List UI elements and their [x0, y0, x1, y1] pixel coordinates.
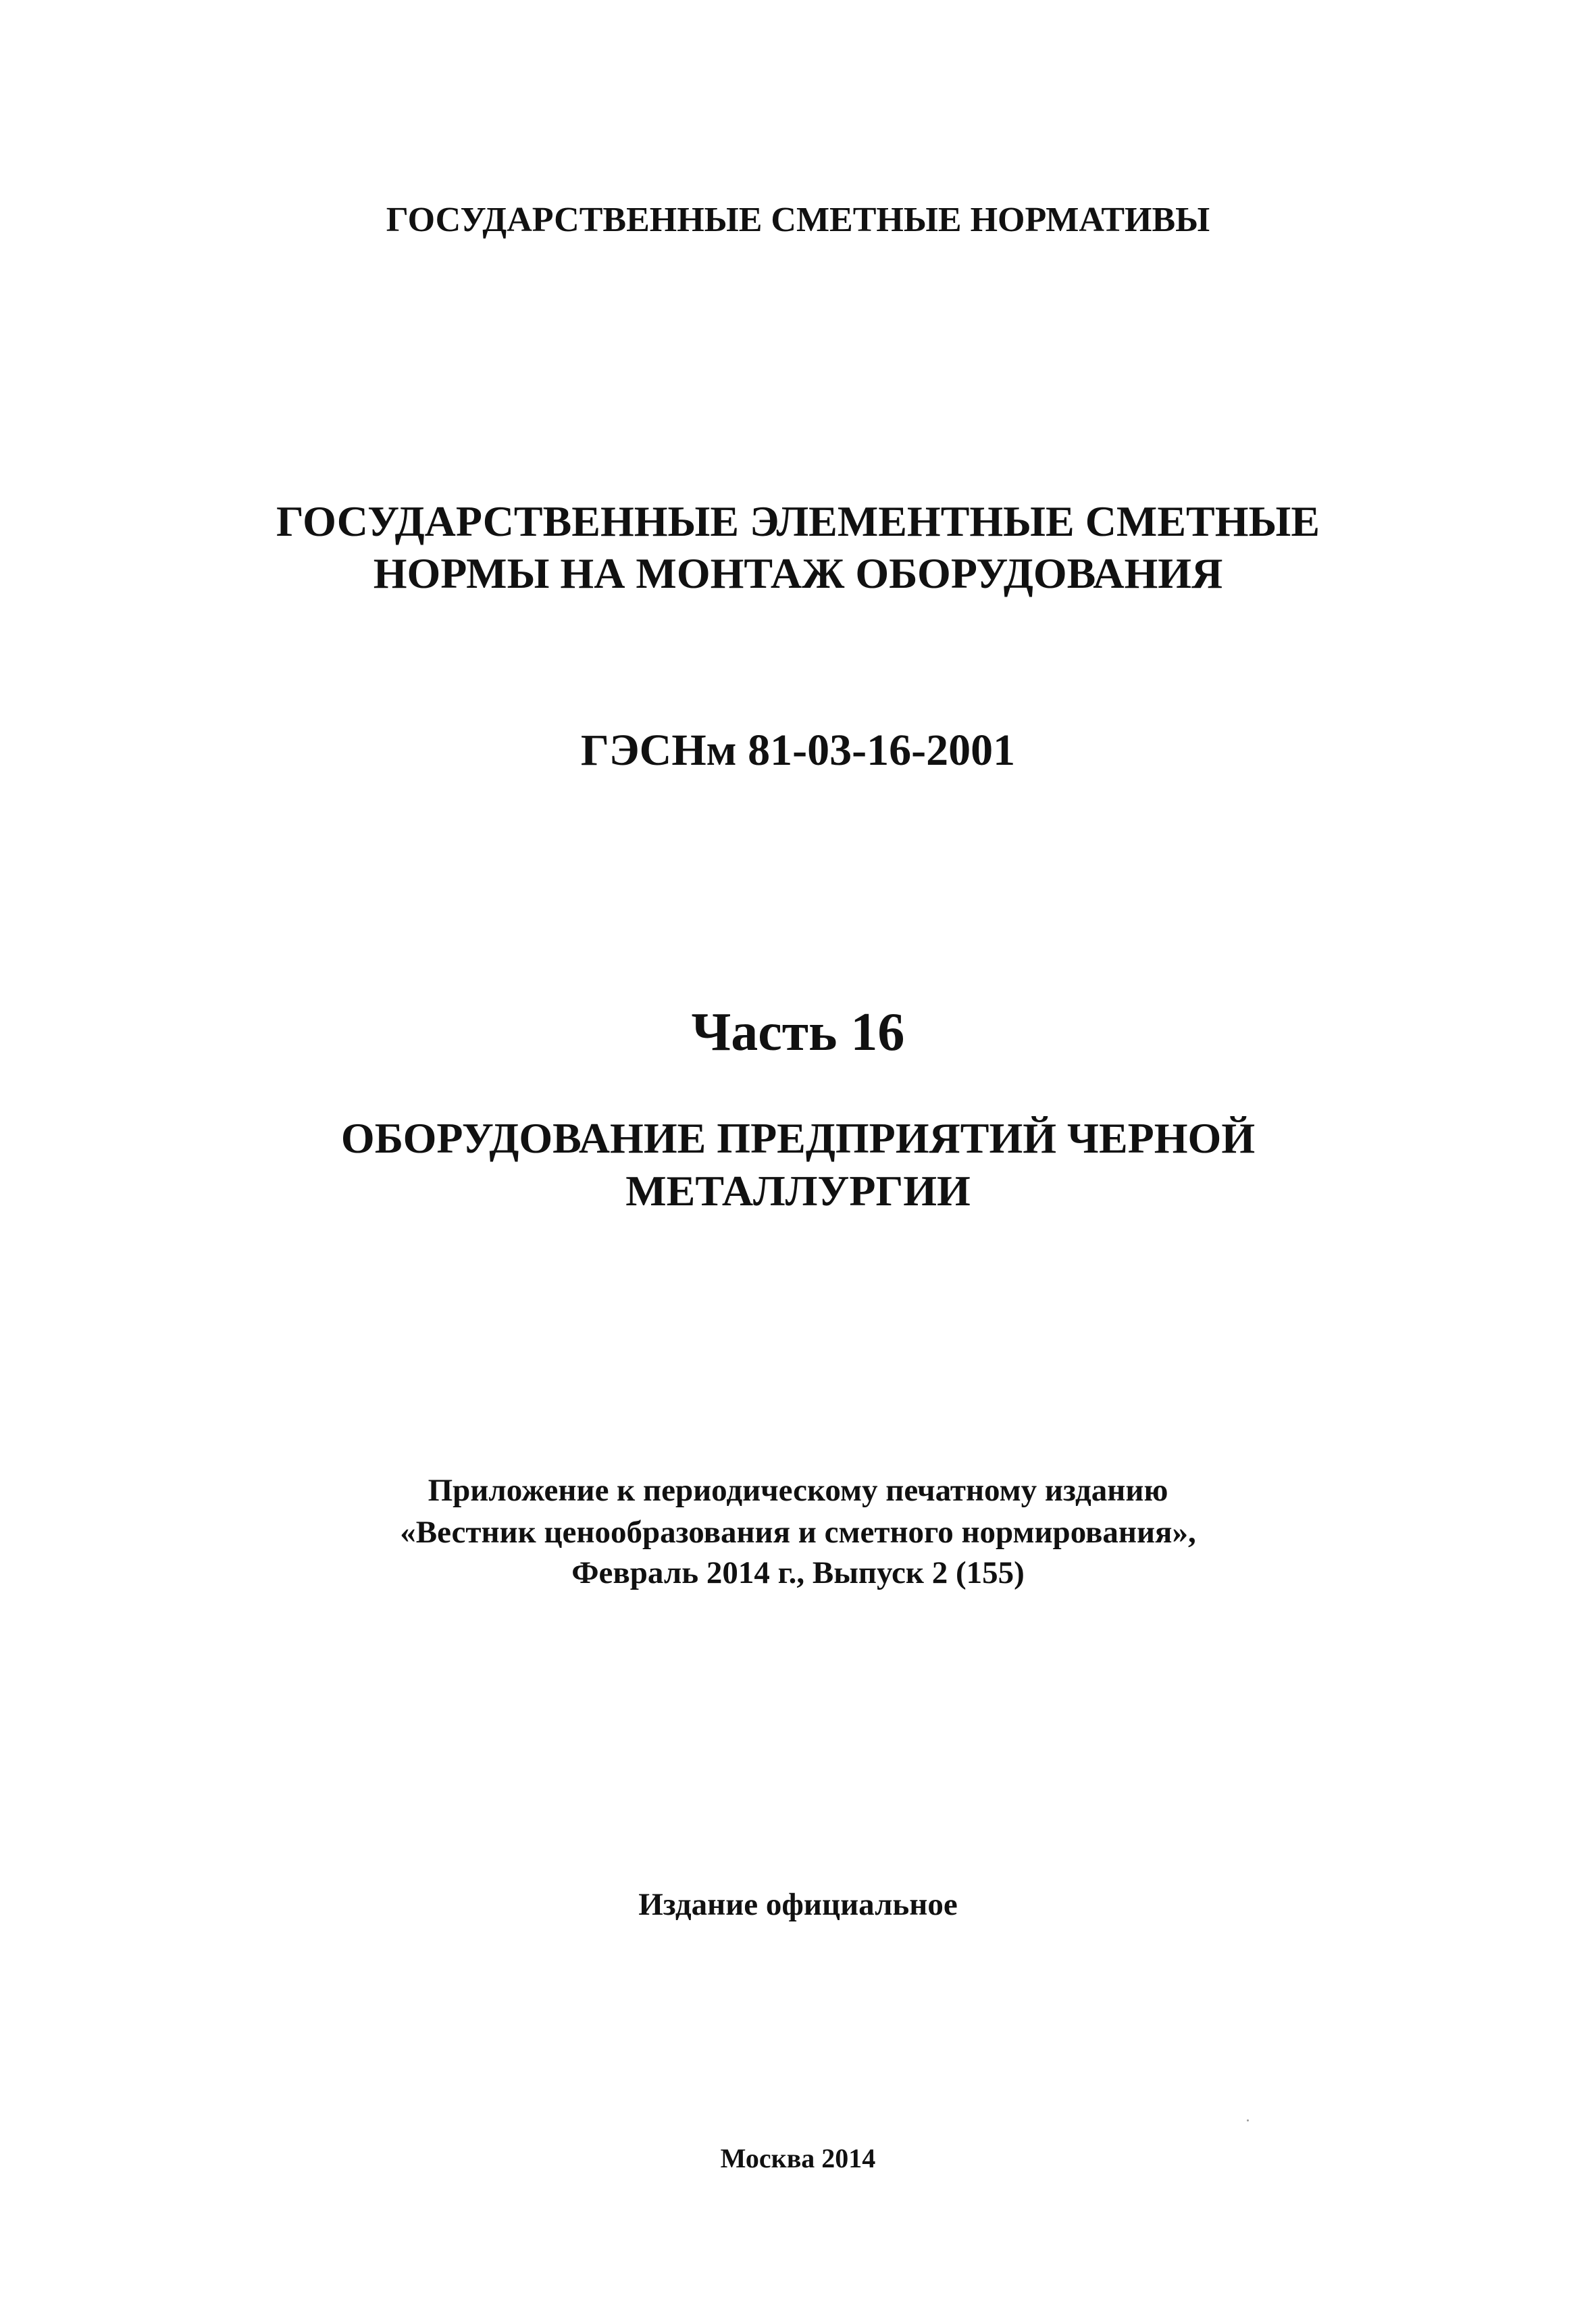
part-subtitle-line-1: ОБОРУДОВАНИЕ ПРЕДПРИЯТИЙ ЧЕРНОЙ — [340, 1114, 1256, 1162]
series-heading: ГОСУДАРСТВЕННЫЕ СМЕТНЫЕ НОРМАТИВЫ — [386, 201, 1210, 239]
document-title-line-2: НОРМЫ НА МОНТАЖ ОБОРУДОВАНИЯ — [373, 549, 1223, 597]
part-subtitle-line-2: МЕТАЛЛУРГИИ — [625, 1167, 971, 1215]
appendix-line-3: Февраль 2014 г., Выпуск 2 (155) — [571, 1555, 1025, 1590]
edition-note: Издание официальное — [638, 1887, 958, 1922]
part-number: Часть 16 — [691, 1003, 905, 1062]
document-code: ГЭСНм 81-03-16-2001 — [580, 726, 1016, 775]
document-title-line-1: ГОСУДАРСТВЕННЫЕ ЭЛЕМЕНТНЫЕ СМЕТНЫЕ — [276, 497, 1320, 545]
scan-speck — [1247, 2119, 1249, 2121]
city-year: Москва 2014 — [720, 2143, 876, 2173]
appendix-line-2: «Вестник ценообразования и сметного нормирования», — [400, 1515, 1196, 1550]
appendix-line-1: Приложение к периодическому печатному изданию — [428, 1473, 1168, 1508]
